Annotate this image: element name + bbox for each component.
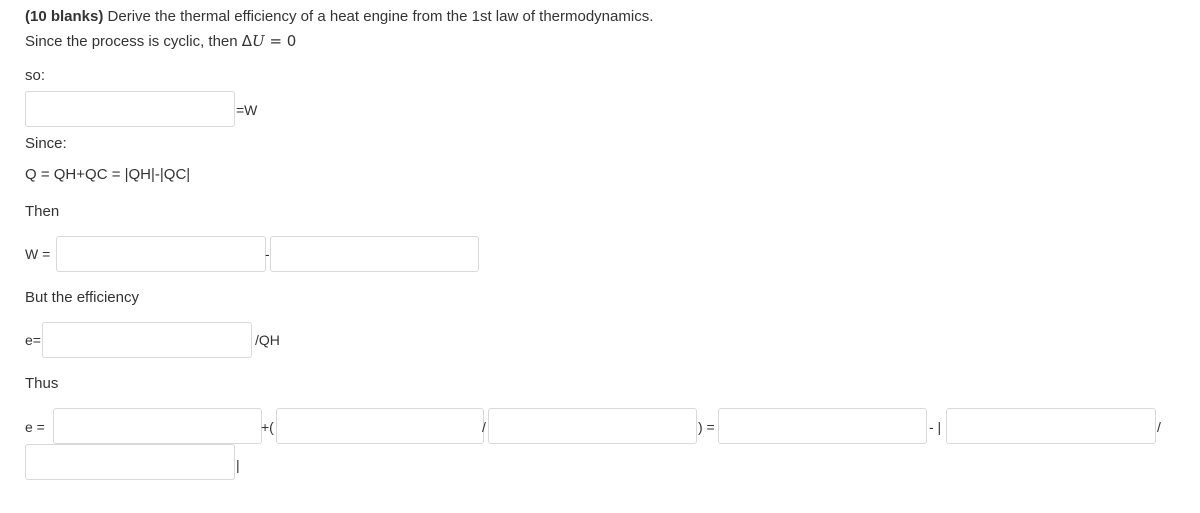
- slash-label-1: /: [482, 419, 486, 435]
- close-paren-equals-label: ) =: [698, 419, 715, 435]
- blank-count: (10 blanks): [25, 8, 104, 25]
- question-prompt: [25, 7, 653, 27]
- since-label: Since:: [25, 135, 67, 152]
- blank-10-input[interactable]: [25, 444, 235, 480]
- so-label: so:: [25, 67, 46, 84]
- q-formula: Q = QH+QC = |QH|-|QC|: [25, 166, 191, 183]
- equals-w-label: =W: [236, 102, 258, 118]
- plus-paren-label: +(: [261, 419, 274, 435]
- question-text: Derive the thermal efficiency of a heat engine from the 1st law of thermodynamics.: [103, 8, 654, 25]
- slash-label-2: /: [1157, 419, 1161, 435]
- then-label: Then: [25, 203, 60, 220]
- cyclic-statement: [25, 31, 296, 52]
- blank-1-input[interactable]: [25, 91, 235, 127]
- thus-label: Thus: [25, 375, 59, 392]
- e-equals-thus-label: e =: [25, 419, 45, 435]
- equals-zero: = 0: [264, 32, 297, 50]
- efficiency-label: But the efficiency: [25, 289, 139, 306]
- cyclic-text: Since the process is cyclic, then: [25, 33, 242, 50]
- minus-bar-label: - |: [929, 419, 942, 435]
- over-qh-label: /QH: [255, 332, 280, 348]
- blank-7-input[interactable]: [488, 408, 697, 444]
- u-symbol: U: [252, 32, 265, 50]
- w-equals-label: W =: [25, 246, 51, 262]
- blank-3-input[interactable]: [270, 236, 479, 272]
- blank-2-input[interactable]: [56, 236, 266, 272]
- blank-9-input[interactable]: [946, 408, 1156, 444]
- blank-5-input[interactable]: [53, 408, 262, 444]
- blank-6-input[interactable]: [276, 408, 484, 444]
- delta-symbol: Δ: [241, 32, 253, 50]
- blank-8-input[interactable]: [718, 408, 927, 444]
- blank-4-input[interactable]: [42, 322, 252, 358]
- abs-bar-label: |: [236, 457, 240, 473]
- e-equals-label: e=: [25, 332, 41, 348]
- minus-sign: -: [265, 246, 270, 262]
